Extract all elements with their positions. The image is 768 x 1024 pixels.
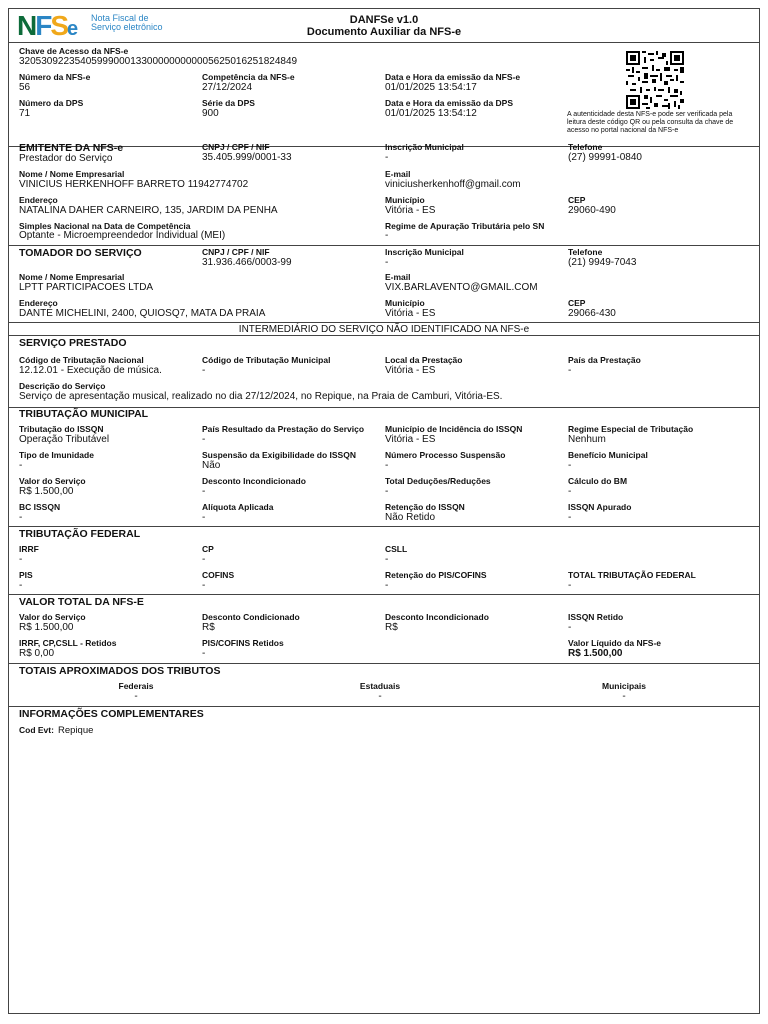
- emitente-im-label: Inscrição Municipal: [385, 142, 464, 152]
- tomador-nome-label: Nome / Nome Empresarial: [19, 272, 125, 282]
- trib-issqn-label: Tributação do ISSQN: [19, 424, 104, 434]
- cp-value: -: [202, 554, 206, 565]
- tomador-mun-value: Vitória - ES: [385, 308, 436, 319]
- valor-servico-value: R$ 1.500,00: [19, 486, 74, 497]
- totais-municipais-label: Municipais: [602, 681, 646, 691]
- irrf-label: IRRF: [19, 544, 39, 554]
- mun-inc-label: Município de Incidência do ISSQN: [385, 424, 523, 434]
- emitente-mun-value: Vitória - ES: [385, 205, 436, 216]
- servico-cod-mun-label: Código de Tributação Municipal: [202, 355, 331, 365]
- servico-cod-mun-value: -: [202, 365, 206, 376]
- qr-note: A autenticidade desta NFS-e pode ser verificada pela leitura deste código QR ou pela consulta da chave de acesso no portal nacional da NFS-e: [567, 111, 734, 134]
- emitente-cep-value: 29060-490: [568, 205, 616, 216]
- proc-susp-value: -: [385, 460, 389, 471]
- csll-label: CSLL: [385, 544, 408, 554]
- tomador-title: TOMADOR DO SERVIÇO: [19, 247, 142, 259]
- serie-dps-label: Série da DPS: [202, 98, 255, 108]
- desc-inc-value: -: [202, 486, 206, 497]
- servico-local-label: Local da Prestação: [385, 355, 463, 365]
- trib-municipal-title: TRIBUTAÇÃO MUNICIPAL: [19, 408, 149, 420]
- pis-label: PIS: [19, 570, 33, 580]
- vt-liquido-label: Valor Líquido da NFS-e: [568, 638, 662, 648]
- danfse-document: [8, 8, 760, 1014]
- mun-inc-value: Vitória - ES: [385, 434, 436, 445]
- cofins-label: COFINS: [202, 570, 235, 580]
- vt-valor-label: Valor do Serviço: [19, 612, 86, 622]
- total-federal-value: -: [568, 580, 572, 591]
- cp-label: CP: [202, 544, 214, 554]
- issqn-apurado-value: -: [568, 512, 572, 523]
- pais-res-label: País Resultado da Prestação do Serviço: [202, 424, 365, 434]
- info-cod-value: Repique: [58, 725, 94, 736]
- emitente-im-value: -: [385, 152, 389, 163]
- totais-estaduais-label: Estaduais: [359, 681, 401, 691]
- ret-pis-label: Retenção do PIS/COFINS: [385, 570, 487, 580]
- vt-issqn-ret-value: -: [568, 622, 572, 633]
- servico-desc-label: Descrição do Serviço: [19, 381, 106, 391]
- qr-code-icon[interactable]: [626, 51, 684, 109]
- emitente-cep-label: CEP: [568, 195, 586, 205]
- servico-cod-nac-label: Código de Tributação Nacional: [19, 355, 144, 365]
- vt-desc-inc-label: Desconto Incondicionado: [385, 612, 489, 622]
- tomador-cep-label: CEP: [568, 298, 586, 308]
- proc-susp-label: Número Processo Suspensão: [385, 450, 506, 460]
- servico-cod-nac-value: 12.12.01 - Execução de música.: [19, 365, 162, 376]
- beneficio-label: Benefício Municipal: [568, 450, 648, 460]
- emitente-regime-label: Regime de Apuração Tributária pelo SN: [385, 221, 545, 231]
- tomador-end-value: DANTE MICHELINI, 2400, QUIOSQ7, MATA DA PRAIA: [19, 308, 266, 319]
- valor-servico-label: Valor do Serviço: [19, 476, 86, 486]
- serie-dps-value: 900: [202, 108, 219, 119]
- retencao-issqn-label: Retenção do ISSQN: [385, 502, 465, 512]
- bc-issqn-label: BC ISSQN: [19, 502, 61, 512]
- emitente-end-value: NATALINA DAHER CARNEIRO, 135, JARDIM DA PENHA: [19, 205, 278, 216]
- numero-dps-value: 71: [19, 108, 31, 119]
- servico-desc-value: Serviço de apresentação musical, realizado no dia 27/12/2024, no Repique, na Praia de Camburi, Vitória-ES.: [19, 391, 503, 402]
- emitente-nome-value: VINICIUS HERKENHOFF BARRETO 11942774702: [19, 179, 249, 190]
- numero-nfse-value: 56: [19, 82, 31, 93]
- desc-inc-label: Desconto Incondicionado: [202, 476, 306, 486]
- vt-pis-label: PIS/COFINS Retidos: [202, 638, 284, 648]
- tomador-im-label: Inscrição Municipal: [385, 247, 464, 257]
- imunidade-label: Tipo de Imunidade: [19, 450, 94, 460]
- info-cod-label: Cod Evt:: [19, 725, 54, 735]
- logo-subtitle-1: Nota Fiscal de: [91, 13, 149, 23]
- bc-issqn-value: -: [19, 512, 23, 523]
- divider: [9, 42, 759, 43]
- document-title: [259, 14, 509, 38]
- vt-irrf-value: R$ 0,00: [19, 648, 55, 659]
- aliquota-label: Alíquota Aplicada: [202, 502, 274, 512]
- document-title-sub: Documento Auxiliar da NFS-e: [306, 26, 462, 38]
- servico-pais-label: País da Prestação: [568, 355, 641, 365]
- numero-dps-label: Número da DPS: [19, 98, 84, 108]
- emitente-sn-value: Optante - Microempreendedor Individual (MEI): [19, 230, 226, 241]
- emitente-title: EMITENTE DA NFS-e: [19, 142, 124, 154]
- emitente-cnpj-value: 35.405.999/0001-33: [202, 152, 292, 163]
- tomador-cnpj-label: CNPJ / CPF / NIF: [202, 247, 270, 257]
- emitente-tel-label: Telefone: [568, 142, 603, 152]
- emitente-end-label: Endereço: [19, 195, 58, 205]
- tomador-email-label: E-mail: [385, 272, 411, 282]
- competencia-value: 27/12/2024: [202, 82, 253, 93]
- issqn-apurado-label: ISSQN Apurado: [568, 502, 632, 512]
- totais-federais-label: Federais: [118, 681, 154, 691]
- document-header: [9, 9, 759, 42]
- irrf-value: -: [19, 554, 23, 565]
- tomador-cep-value: 29066-430: [568, 308, 616, 319]
- chave-label: Chave de Acesso da NFS-e: [19, 46, 129, 56]
- csll-value: -: [385, 554, 389, 565]
- servico-pais-value: -: [568, 365, 572, 376]
- tomador-nome-value: LPTT PARTICIPACOES LTDA: [19, 282, 154, 293]
- emitente-email-value: viniciusherkenhoff@gmail.com: [385, 179, 521, 190]
- divider: [9, 663, 759, 664]
- trib-issqn-value: Operação Tributável: [19, 434, 110, 445]
- retencao-issqn-value: Não Retido: [385, 512, 436, 523]
- servico-title: SERVIÇO PRESTADO: [19, 337, 127, 349]
- competencia-label: Competência da NFS-e: [202, 72, 295, 82]
- info-title: INFORMAÇÕES COMPLEMENTARES: [19, 708, 204, 720]
- divider: [9, 322, 759, 323]
- regime-esp-value: Nenhum: [568, 434, 606, 445]
- tomador-im-value: -: [385, 257, 389, 268]
- document-title-main: DANFSe v1.0: [349, 14, 419, 26]
- emitente-subtitle: Prestador do Serviço: [19, 153, 113, 164]
- vt-valor-value: R$ 1.500,00: [19, 622, 74, 633]
- imunidade-value: -: [19, 460, 23, 471]
- nfse-logo-mark: NFSe: [17, 10, 77, 41]
- total-federal-label: TOTAL TRIBUTAÇÃO FEDERAL: [568, 570, 696, 580]
- tomador-tel-value: (21) 9949-7043: [568, 257, 637, 268]
- intermediario-notice: INTERMEDIÁRIO DO SERVIÇO NÃO IDENTIFICADO NA NFS-e: [238, 324, 530, 335]
- calc-bm-value: -: [568, 486, 572, 497]
- deducoes-value: -: [385, 486, 389, 497]
- suspensao-value: Não: [202, 460, 221, 471]
- beneficio-value: -: [568, 460, 572, 471]
- valor-total-title: VALOR TOTAL DA NFS-E: [19, 596, 144, 608]
- trib-federal-title: TRIBUTAÇÃO FEDERAL: [19, 528, 141, 540]
- emitente-regime-value: -: [385, 230, 389, 241]
- cofins-value: -: [202, 580, 206, 591]
- vt-irrf-label: IRRF, CP,CSLL - Retidos: [19, 638, 117, 648]
- emitente-email-label: E-mail: [385, 169, 411, 179]
- emissao-nfse-label: Data e Hora da emissão da NFS-e: [385, 72, 521, 82]
- divider: [9, 594, 759, 595]
- totais-title: TOTAIS APROXIMADOS DOS TRIBUTOS: [19, 665, 221, 677]
- nfse-logo: [17, 12, 167, 40]
- pais-res-value: -: [202, 434, 206, 445]
- vt-desc-cond-label: Desconto Condicionado: [202, 612, 300, 622]
- vt-desc-cond-value: R$: [202, 622, 215, 633]
- divider: [9, 335, 759, 336]
- vt-liquido-value: R$ 1.500,00: [568, 648, 623, 659]
- emitente-sn-label: Simples Nacional na Data de Competência: [19, 221, 191, 231]
- deducoes-label: Total Deduções/Reduções: [385, 476, 491, 486]
- totais-estaduais-value: -: [378, 691, 382, 702]
- tomador-tel-label: Telefone: [568, 247, 603, 257]
- numero-nfse-label: Número da NFS-e: [19, 72, 91, 82]
- servico-local-value: Vitória - ES: [385, 365, 436, 376]
- vt-pis-value: -: [202, 648, 206, 659]
- aliquota-value: -: [202, 512, 206, 523]
- chave-value: 32053092235405999000133000000000005625016251824849: [19, 56, 298, 67]
- emissao-nfse-value: 01/01/2025 13:54:17: [385, 82, 477, 93]
- emitente-nome-label: Nome / Nome Empresarial: [19, 169, 125, 179]
- divider: [9, 245, 759, 246]
- emitente-cnpj-label: CNPJ / CPF / NIF: [202, 142, 270, 152]
- vt-issqn-ret-label: ISSQN Retido: [568, 612, 624, 622]
- ret-pis-value: -: [385, 580, 389, 591]
- tomador-end-label: Endereço: [19, 298, 58, 308]
- calc-bm-label: Cálculo do BM: [568, 476, 628, 486]
- totais-federais-value: -: [134, 691, 138, 702]
- divider: [9, 706, 759, 707]
- pis-value: -: [19, 580, 23, 591]
- emitente-mun-label: Município: [385, 195, 425, 205]
- emissao-dps-value: 01/01/2025 13:54:12: [385, 108, 477, 119]
- tomador-cnpj-value: 31.936.466/0003-99: [202, 257, 292, 268]
- emitente-tel-value: (27) 99991-0840: [568, 152, 642, 163]
- regime-esp-label: Regime Especial de Tributação: [568, 424, 694, 434]
- tomador-email-value: VIX.BARLAVENTO@GMAIL.COM: [385, 282, 538, 293]
- vt-desc-inc-value: R$: [385, 622, 398, 633]
- totais-municipais-value: -: [622, 691, 626, 702]
- tomador-mun-label: Município: [385, 298, 425, 308]
- divider: [9, 526, 759, 527]
- logo-subtitle-2: Serviço eletrônico: [91, 22, 163, 32]
- emissao-dps-label: Data e Hora da emissão da DPS: [385, 98, 514, 108]
- suspensao-label: Suspensão da Exigibilidade do ISSQN: [202, 450, 356, 460]
